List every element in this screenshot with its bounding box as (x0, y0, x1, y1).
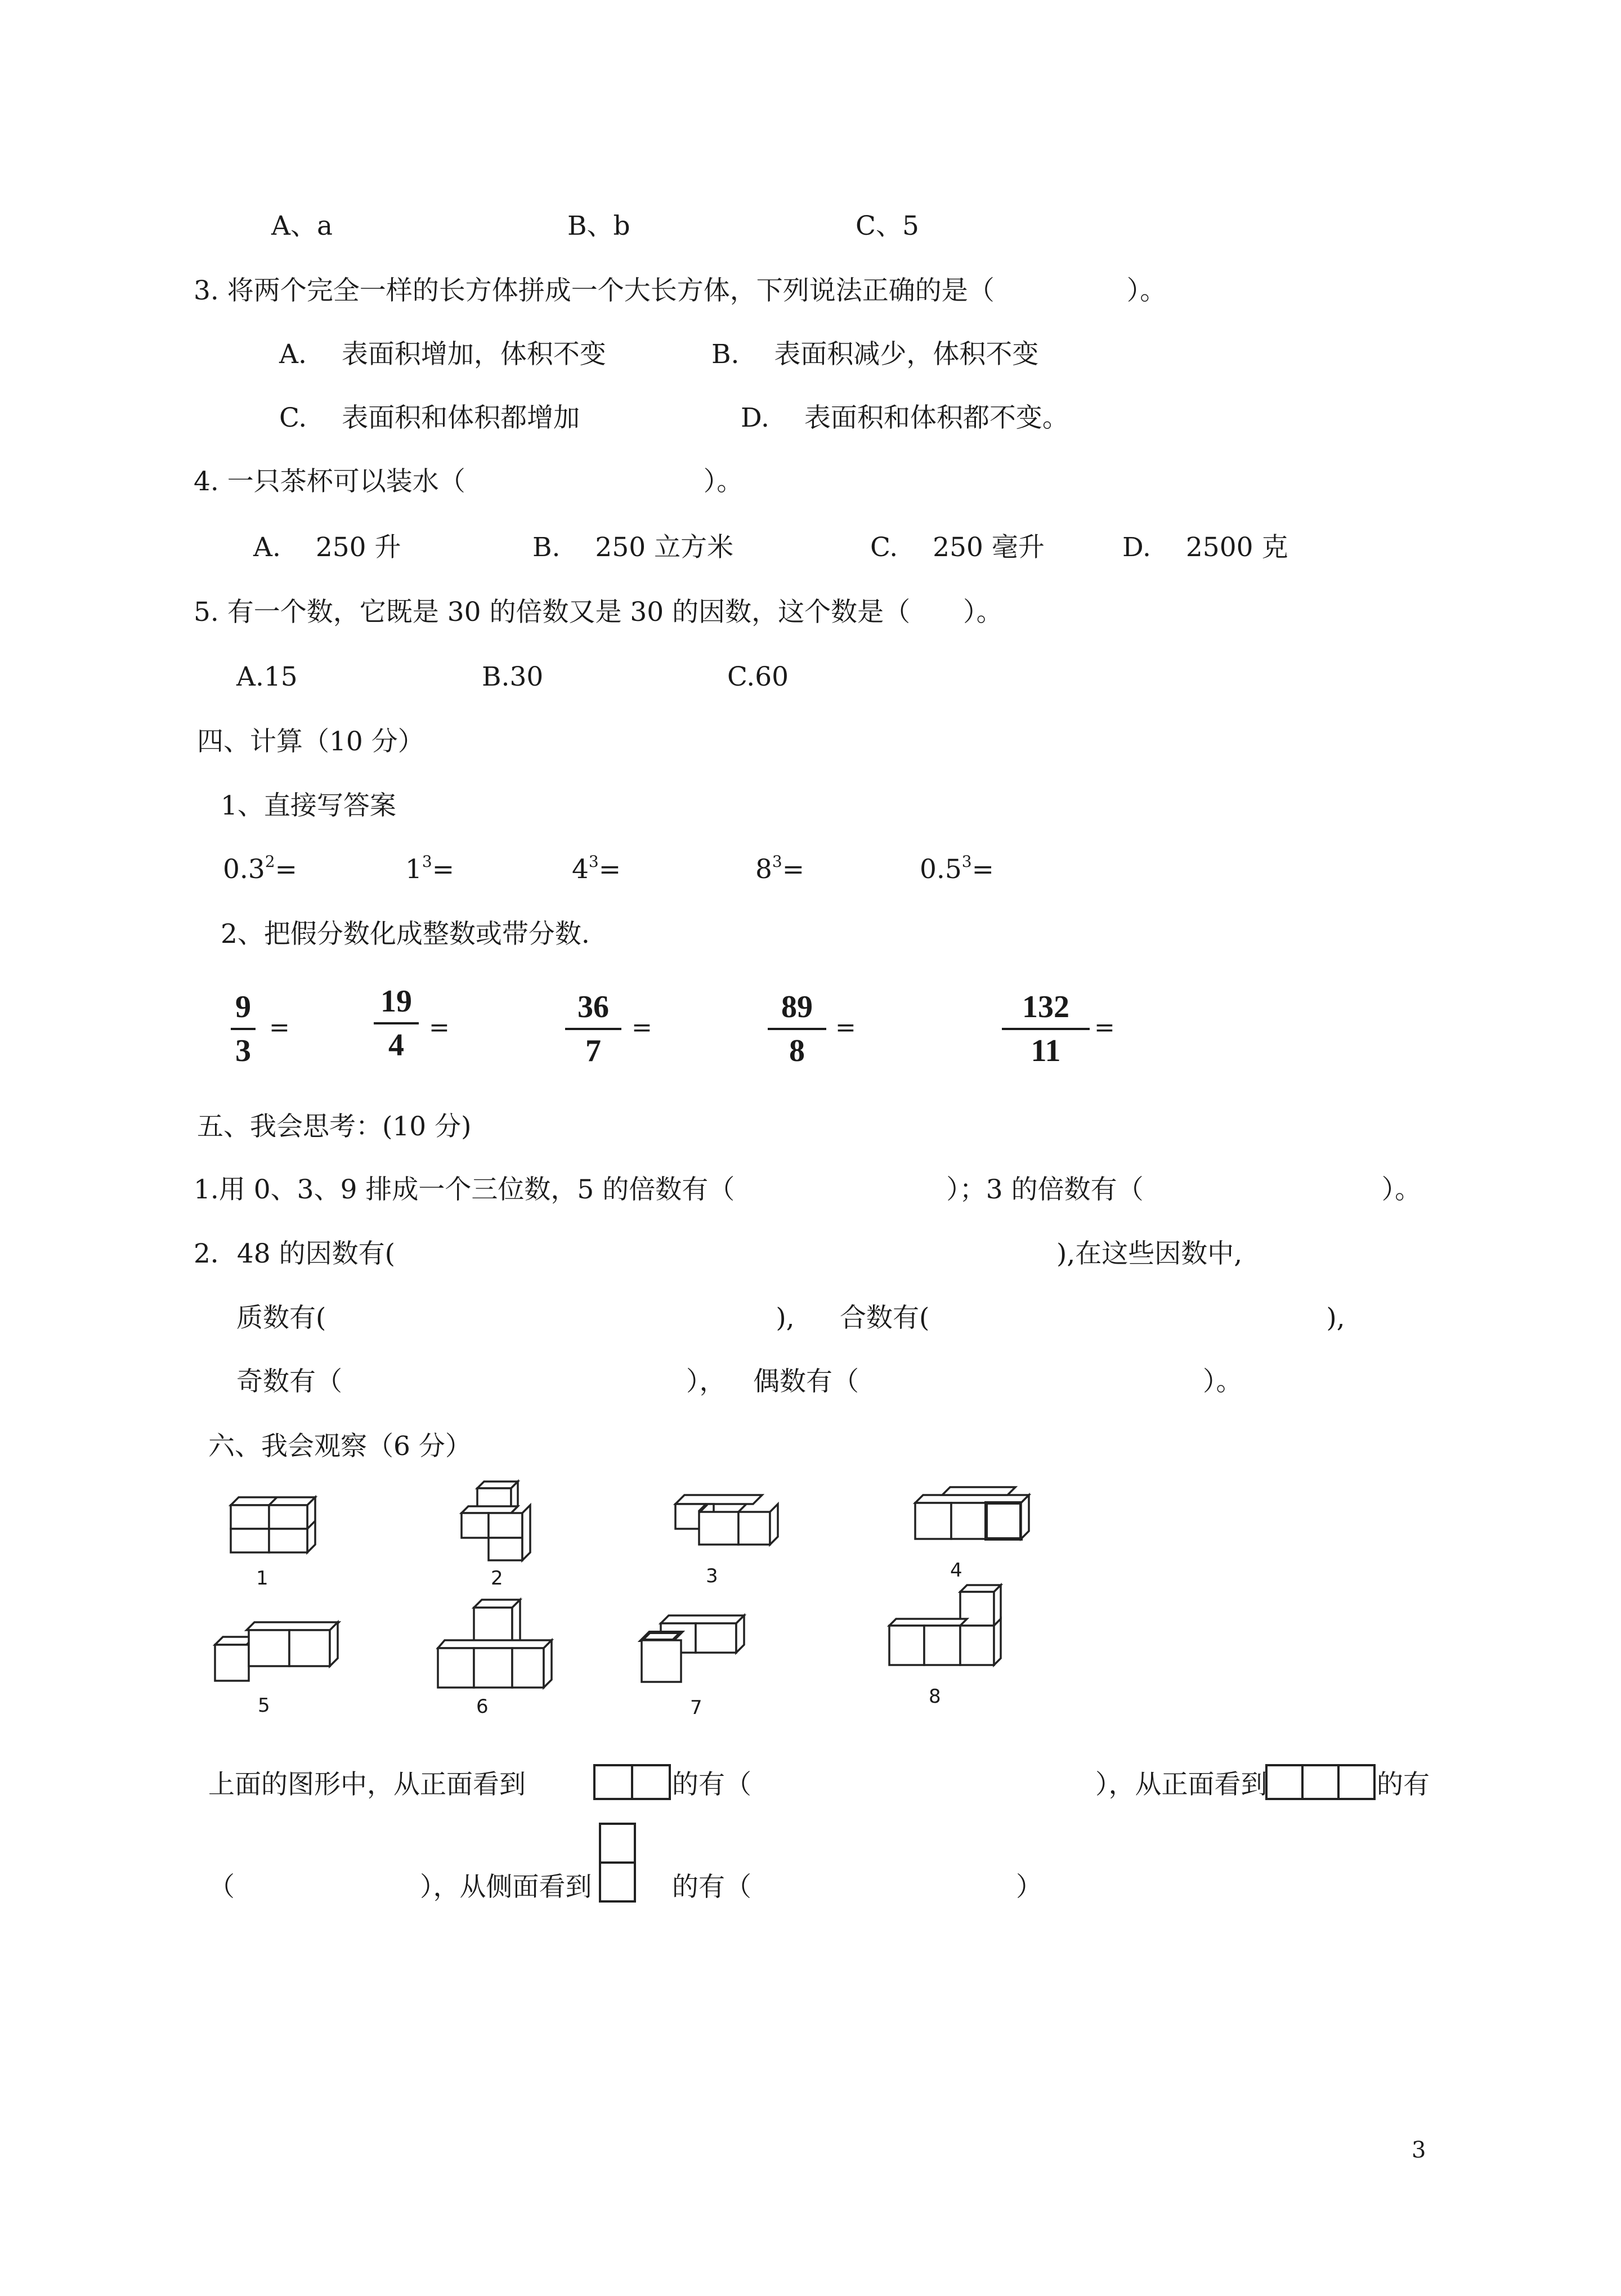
equals-sign: = (269, 1013, 290, 1042)
fraction-bar (374, 1022, 419, 1024)
power-base: 8 (755, 854, 772, 885)
power-exponent: 3 (772, 852, 782, 871)
question-4-stem: 4. 一只茶杯可以装水（ ）。 (194, 466, 744, 497)
question-3-option-b: B. 表面积减少，体积不变 (711, 339, 1039, 370)
fraction (374, 984, 419, 1063)
power-exponent: 3 (588, 852, 599, 871)
fraction (1002, 990, 1090, 1068)
question-3-stem: 3. 将两个完全一样的长方体拼成一个大长方体，下列说法正确的是（ ）。 (194, 275, 1167, 306)
power-equals: = (971, 854, 994, 885)
cube-figure (223, 1493, 324, 1560)
fraction-bar (231, 1028, 256, 1030)
figure-label: 4 (950, 1559, 962, 1582)
observation-text: 上面的图形中，从正面看到 (208, 1769, 526, 1800)
figure-label: 8 (929, 1685, 941, 1708)
fraction (231, 990, 256, 1068)
power-base: 0.3 (223, 854, 265, 885)
question-4-option-b: B. 250 立方米 (532, 532, 734, 563)
power-base: 4 (572, 854, 589, 885)
numerator: 19 (380, 984, 412, 1019)
observation-text: 的有（ ），从正面看到 (672, 1769, 1268, 1800)
numerator: 36 (577, 990, 609, 1024)
cube-figure (457, 1479, 553, 1564)
equals-sign: = (632, 1013, 652, 1042)
question-4-option-c: C. 250 毫升 (870, 532, 1045, 563)
power-equals: = (598, 854, 621, 885)
power-exponent: 3 (961, 852, 972, 871)
power-base: 1 (405, 854, 422, 885)
denominator: 4 (388, 1028, 404, 1063)
equals-sign: = (429, 1013, 450, 1042)
figure-label: 2 (491, 1567, 503, 1590)
observation-text: （ ），从侧面看到 (208, 1872, 592, 1903)
denominator: 8 (789, 1033, 805, 1068)
power-base: 0.5 (920, 854, 962, 885)
numerator: 89 (781, 990, 813, 1024)
fraction (768, 990, 826, 1068)
power-expression (920, 853, 994, 890)
section-4-part-1-title: 1、直接写答案 (221, 790, 396, 821)
power-expression (755, 853, 804, 890)
power-equals: = (432, 854, 455, 885)
denominator: 3 (235, 1033, 251, 1068)
composite-factors-blank: 合数有( ), (840, 1303, 1345, 1333)
cube-figure (433, 1594, 563, 1695)
numerator: 132 (1022, 990, 1069, 1024)
cube-figure (669, 1488, 781, 1556)
two-square-view-icon (593, 1764, 671, 1802)
figure-label: 7 (690, 1697, 702, 1719)
power-expression (223, 853, 297, 890)
question-5-option-a: A.15 (236, 661, 298, 692)
question-5-stem: 5. 有一个数，它既是 30 的倍数又是 30 的因数，这个数是（ ）。 (194, 597, 1003, 628)
observation-text: 的有 (1377, 1769, 1430, 1800)
question-4-option-a: A. 250 升 (253, 532, 401, 563)
cube-figure (884, 1583, 1013, 1684)
section-6-title: 六、我会观察（6 分） (208, 1431, 472, 1462)
power-equals: = (782, 854, 805, 885)
section-5-question-1: 1.用 0、3、9 排成一个三位数，5 的倍数有（ ）；3 的倍数有（ ）。 (194, 1174, 1422, 1205)
figure-label: 5 (258, 1694, 270, 1717)
power-equals: = (275, 854, 297, 885)
figure-label: 1 (256, 1567, 268, 1590)
question-5-option-c: C.60 (727, 661, 789, 692)
fraction-bar (1002, 1028, 1090, 1030)
power-exponent: 2 (265, 852, 275, 871)
odd-factors-blank: 奇数有（ ）， (236, 1366, 726, 1397)
question-3-option-a: A. 表面积增加，体积不变 (279, 339, 606, 370)
section-4-title: 四、计算（10 分） (197, 726, 424, 757)
fraction (565, 990, 621, 1068)
even-factors-blank: 偶数有（ ）。 (753, 1366, 1243, 1397)
fraction-bar (565, 1028, 621, 1030)
figure-label: 3 (706, 1565, 718, 1587)
section-4-part-2-title: 2、把假分数化成整数或带分数. (221, 919, 590, 950)
stacked-square-view-icon (599, 1823, 636, 1905)
cube-figure (636, 1612, 749, 1697)
question-3-option-d: D. 表面积和体积都不变。 (741, 402, 1069, 433)
question-5-option-b: B.30 (482, 661, 544, 692)
fraction-bar (768, 1028, 826, 1030)
three-square-view-icon (1265, 1764, 1376, 1802)
power-exponent: 3 (422, 852, 432, 871)
cube-figure (207, 1617, 342, 1690)
page-number: 3 (1412, 2137, 1426, 2163)
cube-figure (906, 1484, 1047, 1557)
prime-factors-blank: 质数有( ), (236, 1303, 795, 1333)
power-expression (572, 853, 621, 890)
question-4-option-d: D. 2500 克 (1122, 532, 1288, 563)
denominator: 11 (1031, 1033, 1061, 1068)
question-3-option-c: C. 表面积和体积都增加 (279, 402, 580, 433)
option-c: C、5 (856, 211, 919, 241)
numerator: 9 (235, 990, 251, 1024)
denominator: 7 (585, 1033, 601, 1068)
section-5-title: 五、我会思考：(10 分) (197, 1111, 472, 1142)
equals-sign: = (1094, 1013, 1115, 1042)
power-expression (405, 853, 454, 890)
observation-text: 的有（ ） (672, 1872, 1042, 1903)
option-a: A、a (271, 211, 333, 241)
figure-label: 6 (476, 1695, 489, 1718)
option-b: B、b (567, 211, 630, 241)
section-5-question-2: 2．48 的因数有( ),在这些因数中, (194, 1238, 1243, 1269)
equals-sign: = (835, 1013, 856, 1042)
